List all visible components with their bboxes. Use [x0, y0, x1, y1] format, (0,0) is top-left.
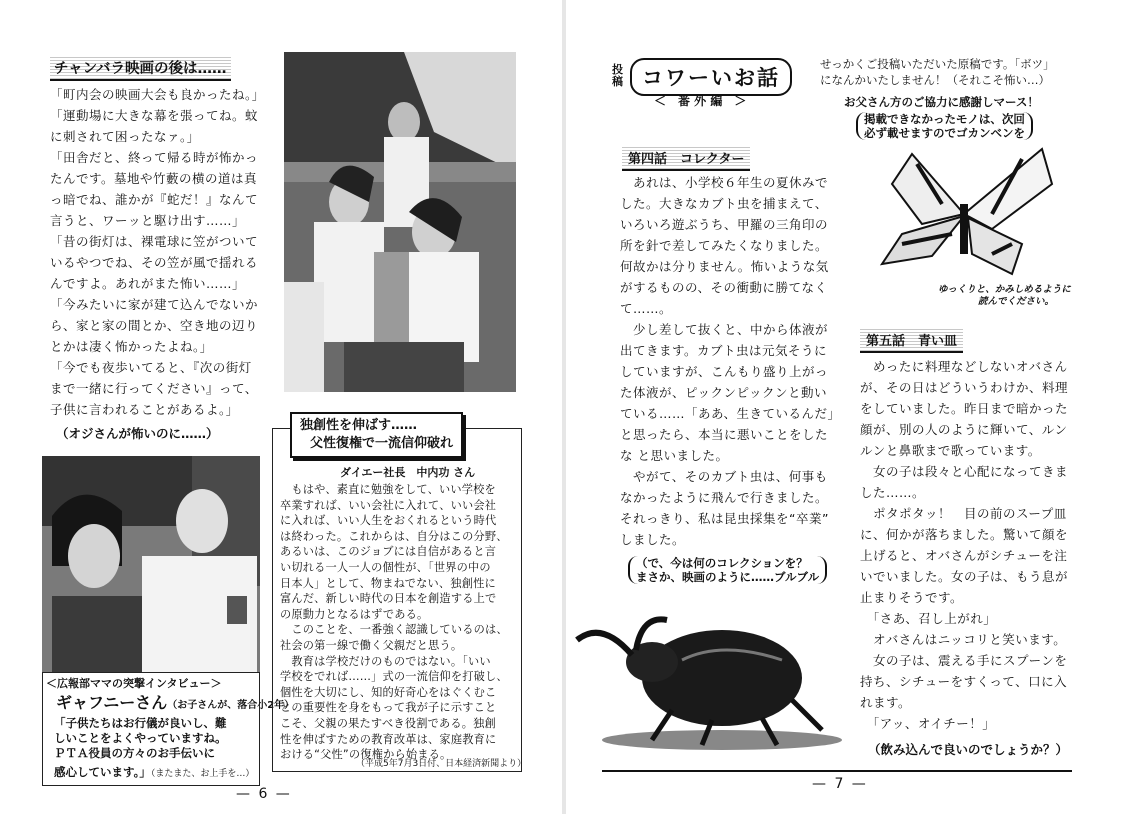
- ep5-closing: （飲み込んで良いのでしょうか？）: [868, 742, 1069, 757]
- school-event-photo-art: [284, 52, 516, 392]
- interview-last-row: [54, 761, 254, 780]
- article-line: こそ、父親の果たすべき役割である。独創: [280, 716, 496, 730]
- ep4-line: 出てきます。カブト虫は元気そうに: [620, 343, 828, 358]
- ep4-line: と思ったら、本当に悪いことをした: [620, 427, 829, 442]
- article-line: 教育は学校だけのものではない。「いい: [280, 654, 491, 668]
- article-body: [280, 482, 508, 763]
- article-byline: ダイエー社長 中内功 さん: [340, 466, 476, 479]
- article-line: との重要性を身をもって我が子に示すこと: [280, 701, 497, 715]
- article-line: に入れば、いい人生をおくれるという時代: [280, 514, 497, 528]
- chanbara-closing: （オジさんが怖いのに……）: [56, 426, 219, 441]
- ep5-line: をしていました。昨日まで暗かった: [860, 401, 1069, 416]
- ep5-line: 顔が、別の人のように輝いて、ルン: [860, 422, 1068, 437]
- article-title-line2: 父性復権で一流信仰破れ: [310, 436, 454, 451]
- kowai-subtitle: ＜ 番 外 編 ＞: [654, 94, 747, 108]
- beetle-illustration: [572, 600, 842, 750]
- article-line: 富んだ、新しい時代の日本を創造する上で: [280, 592, 497, 606]
- article-line: は終わった。これからは、自分はこの分野、: [280, 529, 508, 543]
- interview-name: ギャフニーさん: [56, 693, 168, 712]
- chanbara-line: 「昔の街灯は、裸電球に笠がついて: [50, 234, 259, 249]
- article-line: もはや、素直に勉強をして、いい学校を: [280, 483, 496, 496]
- article-line: おける“父性”の復権から始まる。: [280, 748, 452, 762]
- ep4-bubble-line1: （で、今は何のコレクションを？: [636, 556, 808, 570]
- ep4-line: いろいろ遊ぶうち、甲羅の三角印の: [620, 217, 829, 232]
- notice-bubble-line1: 掲載できなかったモノは、次回: [864, 112, 1025, 126]
- page-7-rule: [602, 770, 1072, 772]
- article-title-line1: 独創性を伸ばす……: [300, 418, 418, 433]
- interview-name-note: （お子さんが、落合小2年）: [167, 700, 295, 711]
- kowai-title: コワーいお話: [630, 58, 792, 96]
- ep4-line: しました。: [620, 532, 686, 547]
- ep4-line: た体液が、ピックンピックンと動い: [620, 385, 828, 400]
- ep5-line: が、その日はどういうわけか、料理: [860, 380, 1069, 395]
- chanbara-line: 「運動場に大きな幕を張ってね。蚊: [50, 108, 259, 123]
- gaffney-photo: [42, 456, 260, 672]
- article-line: このことを、一番強く認識しているのは、: [280, 623, 508, 637]
- notice-line2: になんかいたしません！（それこそ怖い…）: [820, 73, 1050, 87]
- ep4-bubble: [628, 556, 827, 584]
- article-line: あるいは、このジョブには自信があると言: [280, 545, 497, 559]
- ep5-line: 女の子は段々と心配になってきま: [860, 464, 1069, 479]
- ep5-line: いでいました。女の子は、もう息が: [860, 569, 1069, 584]
- notice-bubble: [856, 112, 1033, 140]
- interview-line: ＰＴＡ役員の方々のお手伝いに: [54, 746, 215, 760]
- chanbara-line: ら、家と家の間とか、空き地の辺り: [50, 318, 259, 333]
- notice-thanks: お父さん方のご協力に感謝しマース！: [844, 95, 1039, 109]
- ep5-line: 上げると、オバさんがシチューを注: [860, 548, 1068, 563]
- ep5-line: オバさんはニッコリと笑います。: [860, 632, 1067, 647]
- interview-name-row: [56, 690, 294, 713]
- chanbara-line: 「田舎だと、終って帰る時が怖かっ: [50, 150, 259, 165]
- page-number-6: — 6 —: [236, 786, 292, 802]
- chanbara-heading: チャンバラ映画の後は……: [50, 56, 231, 81]
- ep4-line: 所を針で差してみたくなりました。: [620, 238, 829, 253]
- ep4-line: それっきり、私は昆虫採集を“卒業”: [620, 511, 829, 526]
- article-line: 社会の第一線で働く父親だと思う。: [280, 638, 463, 652]
- interview-line: 感心しています。」: [54, 765, 151, 779]
- ep4-line: なかったように飛んで行きました。: [620, 490, 829, 505]
- article-line: 性を伸ばすための教育改革は、家庭教育に: [280, 732, 497, 746]
- ep5-line: ポタポタッ！ 目の前のスープ皿: [860, 506, 1067, 521]
- ep5-line: した……。: [860, 485, 926, 500]
- ep4-line: やがて、そのカブト虫は、何事も: [620, 469, 828, 484]
- chanbara-line: んですよ。あれがまた怖い……」: [50, 276, 246, 291]
- chanbara-text: [50, 84, 265, 420]
- ep4-line: 少し差して抜くと、中から体液が: [620, 322, 829, 337]
- gaffney-photo-art: [42, 456, 260, 672]
- chanbara-line: 「今でも夜歩いてると、『次の街灯: [50, 360, 252, 375]
- article-source: （平成5年7月3日付、日本経済新聞より）: [356, 759, 527, 769]
- chanbara-line: 子供に言われることがあるよ。」: [50, 402, 239, 417]
- ep4-heading: 第四話 コレクター: [622, 146, 750, 171]
- article-line: 卒業すれば、いい会社に入れて、いい会社: [280, 498, 497, 512]
- butterfly-illustration: [872, 144, 1058, 280]
- article-line: い切れる一人一人の個性が、「世界の中の: [280, 560, 491, 574]
- article-line: の原動力となるはずである。: [280, 607, 429, 621]
- ep5-line: 止まりそうです。: [860, 590, 964, 605]
- ep4-line: 何故かは分りません。怖いような気: [620, 259, 829, 274]
- page-7: [566, 0, 1128, 814]
- ep4-bubble-line2: まさか、映画のように……ブルブル: [636, 570, 820, 584]
- chanbara-line: まで一緒に行ってください』って、: [50, 381, 258, 396]
- ep5-line: 「さあ、召し上がれ」: [860, 611, 997, 626]
- chanbara-line: 「町内会の映画大会も良かったね。」: [50, 87, 265, 102]
- chanbara-line: っ暗でね、誰かが『蛇だ！』なんて: [50, 192, 259, 207]
- ep5-text: [860, 356, 1068, 734]
- ep5-line: ルンと鼻歌まで歌っています。: [860, 443, 1041, 458]
- interview-line: しいことをよくやっていますね。: [54, 731, 227, 745]
- chanbara-line: とかは凄く怖かったよね。」: [50, 339, 213, 354]
- ep4-line: ている……「ああ、生きているんだ」: [620, 406, 841, 421]
- chanbara-line: いるやつでね、その笠が風で揺れる: [50, 255, 259, 270]
- ep4-line: した。大きなカブト虫を捕まえて、: [620, 196, 828, 211]
- butterfly-caption: [938, 284, 1071, 308]
- ep5-line: 「アッ、オイチー！」: [860, 716, 996, 731]
- ep5-line: 持ち、シチューをすくって、口に入: [860, 674, 1068, 689]
- ep4-line: て……。: [620, 301, 673, 316]
- ep4-line: な と思いました。: [620, 448, 729, 463]
- notice-bubble-line2: 必ず載せますのでゴカンベンを: [864, 126, 1025, 140]
- article-line: 日本人」として、物まねでない、独創性に: [280, 576, 496, 590]
- article-line: 個性を大切にし、知的好奇心をはぐくむこ: [280, 685, 497, 699]
- chanbara-line: 言うと、ワーッと駆け出す……」: [50, 213, 246, 228]
- interview-aside: （またまた、お上手を…）: [150, 769, 255, 779]
- article-line: 学校をでれば……」式の一流信仰を打破し、: [280, 670, 508, 684]
- article-title-box: [290, 412, 463, 458]
- ep5-line: めったに料理などしないオバさん: [860, 359, 1068, 374]
- interview-caption: ＜広報部ママの突撃インタビュー＞: [46, 677, 222, 690]
- ep4-line: がするものの、その衝動に勝てなく: [620, 280, 828, 295]
- chanbara-line: に刺されて困ったなァ。」: [50, 129, 200, 144]
- chanbara-line: たんです。墓地や竹藪の横の道は真: [50, 171, 258, 186]
- ep5-line: に、何かが落ちました。驚いて顔を: [860, 527, 1069, 542]
- interview-text: [54, 716, 254, 780]
- ep4-line: あれは、小学校６年生の夏休みで: [620, 175, 829, 190]
- interview-line: 「子供たちはお行儀が良いし、難: [54, 716, 227, 730]
- ep4-text: [620, 172, 841, 550]
- butterfly-caption-line2: 読んでください。: [978, 296, 1055, 307]
- ep5-line: れます。: [860, 695, 912, 710]
- kowai-label: 投稿: [612, 63, 623, 88]
- ep4-line: していますが、こんもり盛り上がっ: [620, 364, 829, 379]
- ep5-heading: 第五話 青い皿: [860, 328, 963, 353]
- page-6: [0, 0, 562, 814]
- ep5-line: 女の子は、震える手にスプーンを: [860, 653, 1068, 668]
- school-event-photo: [284, 52, 516, 392]
- page-number-7: — 7 —: [812, 776, 868, 792]
- notice-line1: せっかくご投稿いただいた原稿です。「ボツ」: [820, 57, 1055, 71]
- chanbara-line: 「今みたいに家が建て込んでないか: [50, 297, 259, 312]
- butterfly-caption-line1: ゆっくりと、かみしめるように: [938, 284, 1071, 295]
